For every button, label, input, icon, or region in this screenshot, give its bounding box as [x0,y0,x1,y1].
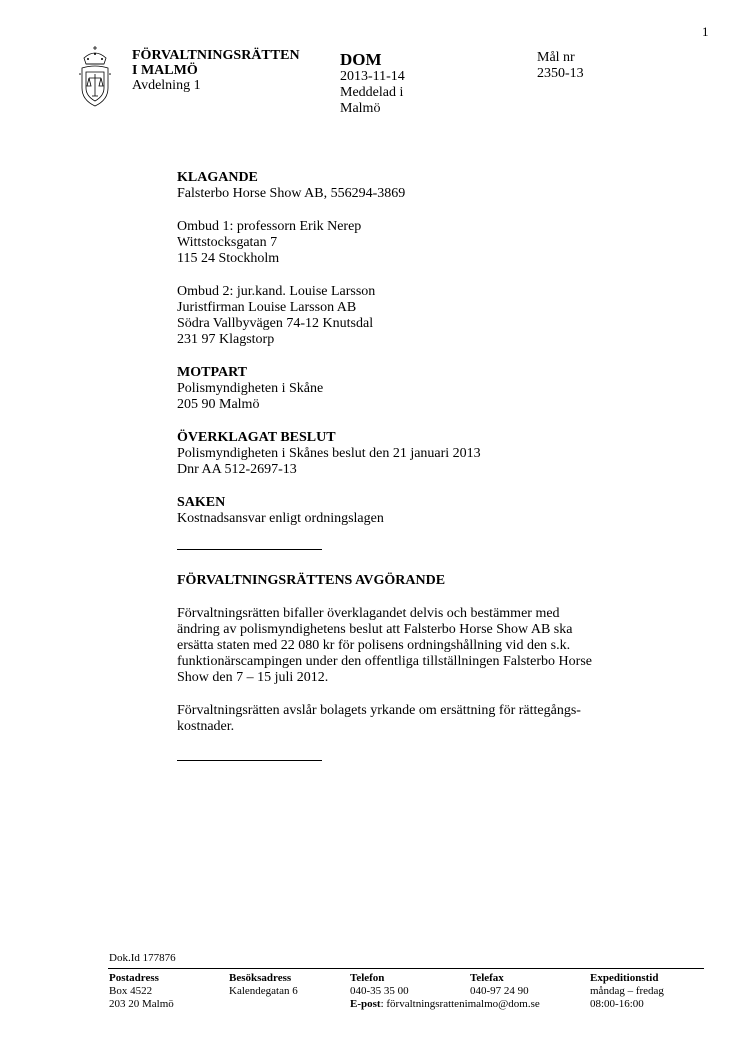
court-name-line2: I MALMÖ [132,63,198,78]
beslut-section [177,430,637,478]
court-name-line1: FÖRVALTNINGSRÄTTEN [132,48,300,63]
document-body [177,170,637,761]
decision-paragraph-2 [177,703,637,735]
ombud1-line: Wittstocksgatan 7 [177,235,278,250]
ombud2-line: Ombud 2: jur.kand. Louise Larsson [177,284,376,299]
footer-label: Besöksadress [229,972,292,984]
footer-label: Postadress [109,972,159,984]
document-type: DOM [340,50,382,69]
document-id: Dok.Id 177876 [109,952,176,964]
footer-value: 040-97 24 90 [470,985,529,997]
motpart-line: Polismyndigheten i Skåne [177,381,324,396]
decision-paragraph-1 [177,606,637,686]
text-line: kostnader. [177,719,235,734]
divider [177,760,322,761]
saken-section [177,495,637,527]
ombud2-line: 231 97 Klagstorp [177,332,275,347]
ombud1-line: 115 24 Stockholm [177,251,280,266]
text-line: ersätta staten med 22 080 kr för polisens ordningshållning vid den s.k. [177,638,571,653]
footer-value: 040-35 35 00 [350,985,409,997]
klagande-section [177,170,637,202]
footer-telefax [470,972,529,998]
footer-value: Box 4522 [109,985,153,997]
footer-postadress [109,972,174,1011]
footer-label: E-post [350,998,381,1010]
saken-text: Kostnadsansvar enligt ordningslagen [177,511,384,526]
footer-value: 203 20 Malmö [109,998,174,1010]
ombud1-line: Ombud 1: professorn Erik Nerep [177,219,362,234]
footer-value: måndag – fredag [590,985,664,997]
section-heading: KLAGANDE [177,170,258,185]
coat-of-arms-seal [76,44,114,108]
footer-expeditionstid [590,972,664,1011]
document-date: 2013-11-14 [340,69,405,84]
page-number: 1 [702,24,709,39]
footer-value: 08:00-16:00 [590,998,644,1010]
document-info [340,50,405,117]
decision-heading: FÖRVALTNINGSRÄTTENS AVGÖRANDE [177,573,446,588]
footer-rule [108,968,704,969]
text-line: Show den 7 – 15 juli 2012. [177,670,329,685]
text-line: Förvaltningsrätten bifaller överklagandet delvis och bestämmer med [177,606,560,621]
footer-label: Telefax [470,972,504,984]
case-label: Mål nr [537,50,575,65]
text-line: Förvaltningsrätten avslår bolagets yrkande om ersättning för rättegångs- [177,703,581,718]
klagande-name: Falsterbo Horse Show AB, 556294-3869 [177,186,406,201]
footer-label: Expeditionstid [590,972,659,984]
ombud2-line: Södra Vallbyvägen 74-12 Knutsdal [177,316,374,331]
section-heading: MOTPART [177,365,248,380]
case-number: 2350-13 [537,66,584,81]
footer-besoksadress [229,972,298,998]
text-line: funktionärscampingen under den offentliga tillställningen Falsterbo Horse [177,654,592,669]
section-heading: ÖVERKLAGAT BESLUT [177,430,336,445]
department: Avdelning 1 [132,78,201,93]
footer-label: Telefon [350,972,385,984]
ombud2-section [177,284,637,348]
case-info [537,50,584,82]
issued-place: Malmö [340,101,381,116]
footer-value: Kalendegatan 6 [229,985,298,997]
issued-label: Meddelad i [340,85,404,100]
beslut-line: Dnr AA 512-2697-13 [177,462,297,477]
divider [177,549,322,550]
text-line: ändring av polismyndighetens beslut att Falsterbo Horse Show AB ska [177,622,573,637]
motpart-section [177,365,637,413]
section-heading: SAKEN [177,495,226,510]
ombud2-line: Juristfirman Louise Larsson AB [177,300,357,315]
motpart-line: 205 90 Malmö [177,397,260,412]
ombud1-section [177,219,637,267]
court-header [132,48,300,93]
email-link[interactable]: : förvaltningsrattenimalmo@dom.se [380,998,540,1010]
beslut-line: Polismyndigheten i Skånes beslut den 21 januari 2013 [177,446,481,461]
